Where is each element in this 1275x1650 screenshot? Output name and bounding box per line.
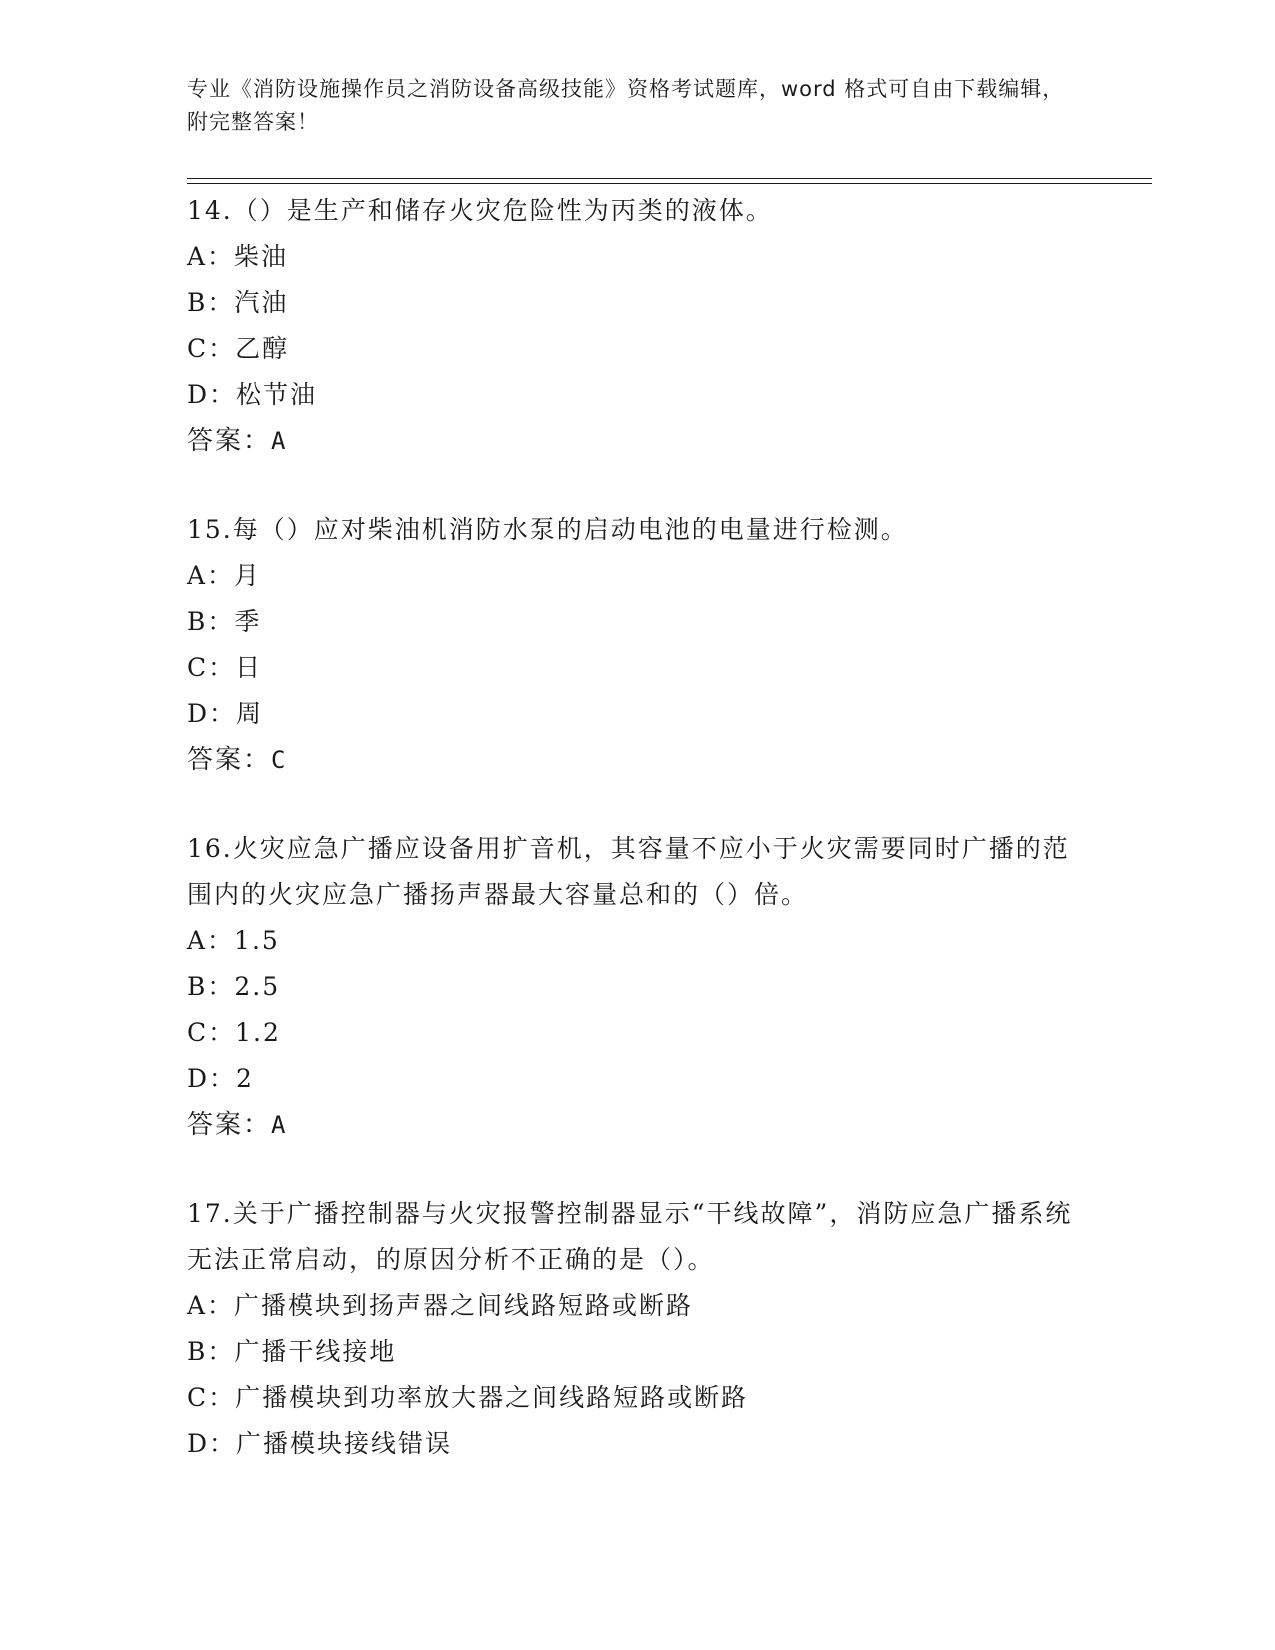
answer-label: 答案： [187, 426, 272, 456]
question-17 [187, 1191, 1087, 1467]
option-c: C：日 [187, 653, 263, 682]
answer-line [187, 418, 1087, 464]
header-divider-bottom [187, 183, 1152, 184]
option-a: A：1.5 [187, 926, 280, 955]
answer-label: 答案： [187, 1110, 272, 1140]
option-d: D：广播模块接线错误 [187, 1429, 453, 1458]
option-d: D：周 [187, 699, 264, 728]
option-b: B：季 [187, 607, 262, 636]
header-divider-top [187, 178, 1152, 179]
option-a: A：广播模块到扬声器之间线路短路或断路 [187, 1291, 694, 1320]
answer-line [187, 737, 1087, 783]
question-stem: 14.（）是生产和储存火灾危险性为丙类的液体。 [187, 196, 773, 225]
option-b: B：广播干线接地 [187, 1337, 397, 1366]
option-d: D：松节油 [187, 380, 318, 409]
document-header-intro: 专业《消防设施操作员之消防设备高级技能》资格考试题库，word 格式可自由下载编辑，附完整答案！ [187, 77, 1065, 134]
option-d: D：2 [187, 1064, 254, 1093]
answer-value: A [271, 427, 288, 455]
question-stem: 15.每（）应对柴油机消防水泵的启动电池的电量进行检测。 [187, 515, 908, 544]
answer-value: A [271, 1111, 288, 1139]
option-c: C：1.2 [187, 1018, 281, 1047]
option-c: C：广播模块到功率放大器之间线路短路或断路 [187, 1383, 749, 1412]
answer-value: C [271, 746, 288, 774]
option-a: A：月 [187, 561, 262, 590]
option-b: B：汽油 [187, 288, 289, 317]
answer-label: 答案： [187, 745, 272, 775]
option-a: A：柴油 [187, 242, 289, 271]
question-stem: 17.关于广播控制器与火灾报警控制器显示“干线故障”，消防应急广播系统无法正常启动，的原因分析不正确的是（）。 [187, 1199, 1073, 1274]
option-b: B：2.5 [187, 972, 281, 1001]
question-16 [187, 826, 1087, 1148]
question-14 [187, 188, 1087, 464]
question-15 [187, 507, 1087, 783]
option-c: C：乙醇 [187, 334, 290, 363]
answer-line [187, 1102, 1087, 1148]
question-stem: 16.火灾应急广播应设备用扩音机，其容量不应小于火灾需要同时广播的范围内的火灾应急广播扬声器最大容量总和的（）倍。 [187, 834, 1070, 909]
